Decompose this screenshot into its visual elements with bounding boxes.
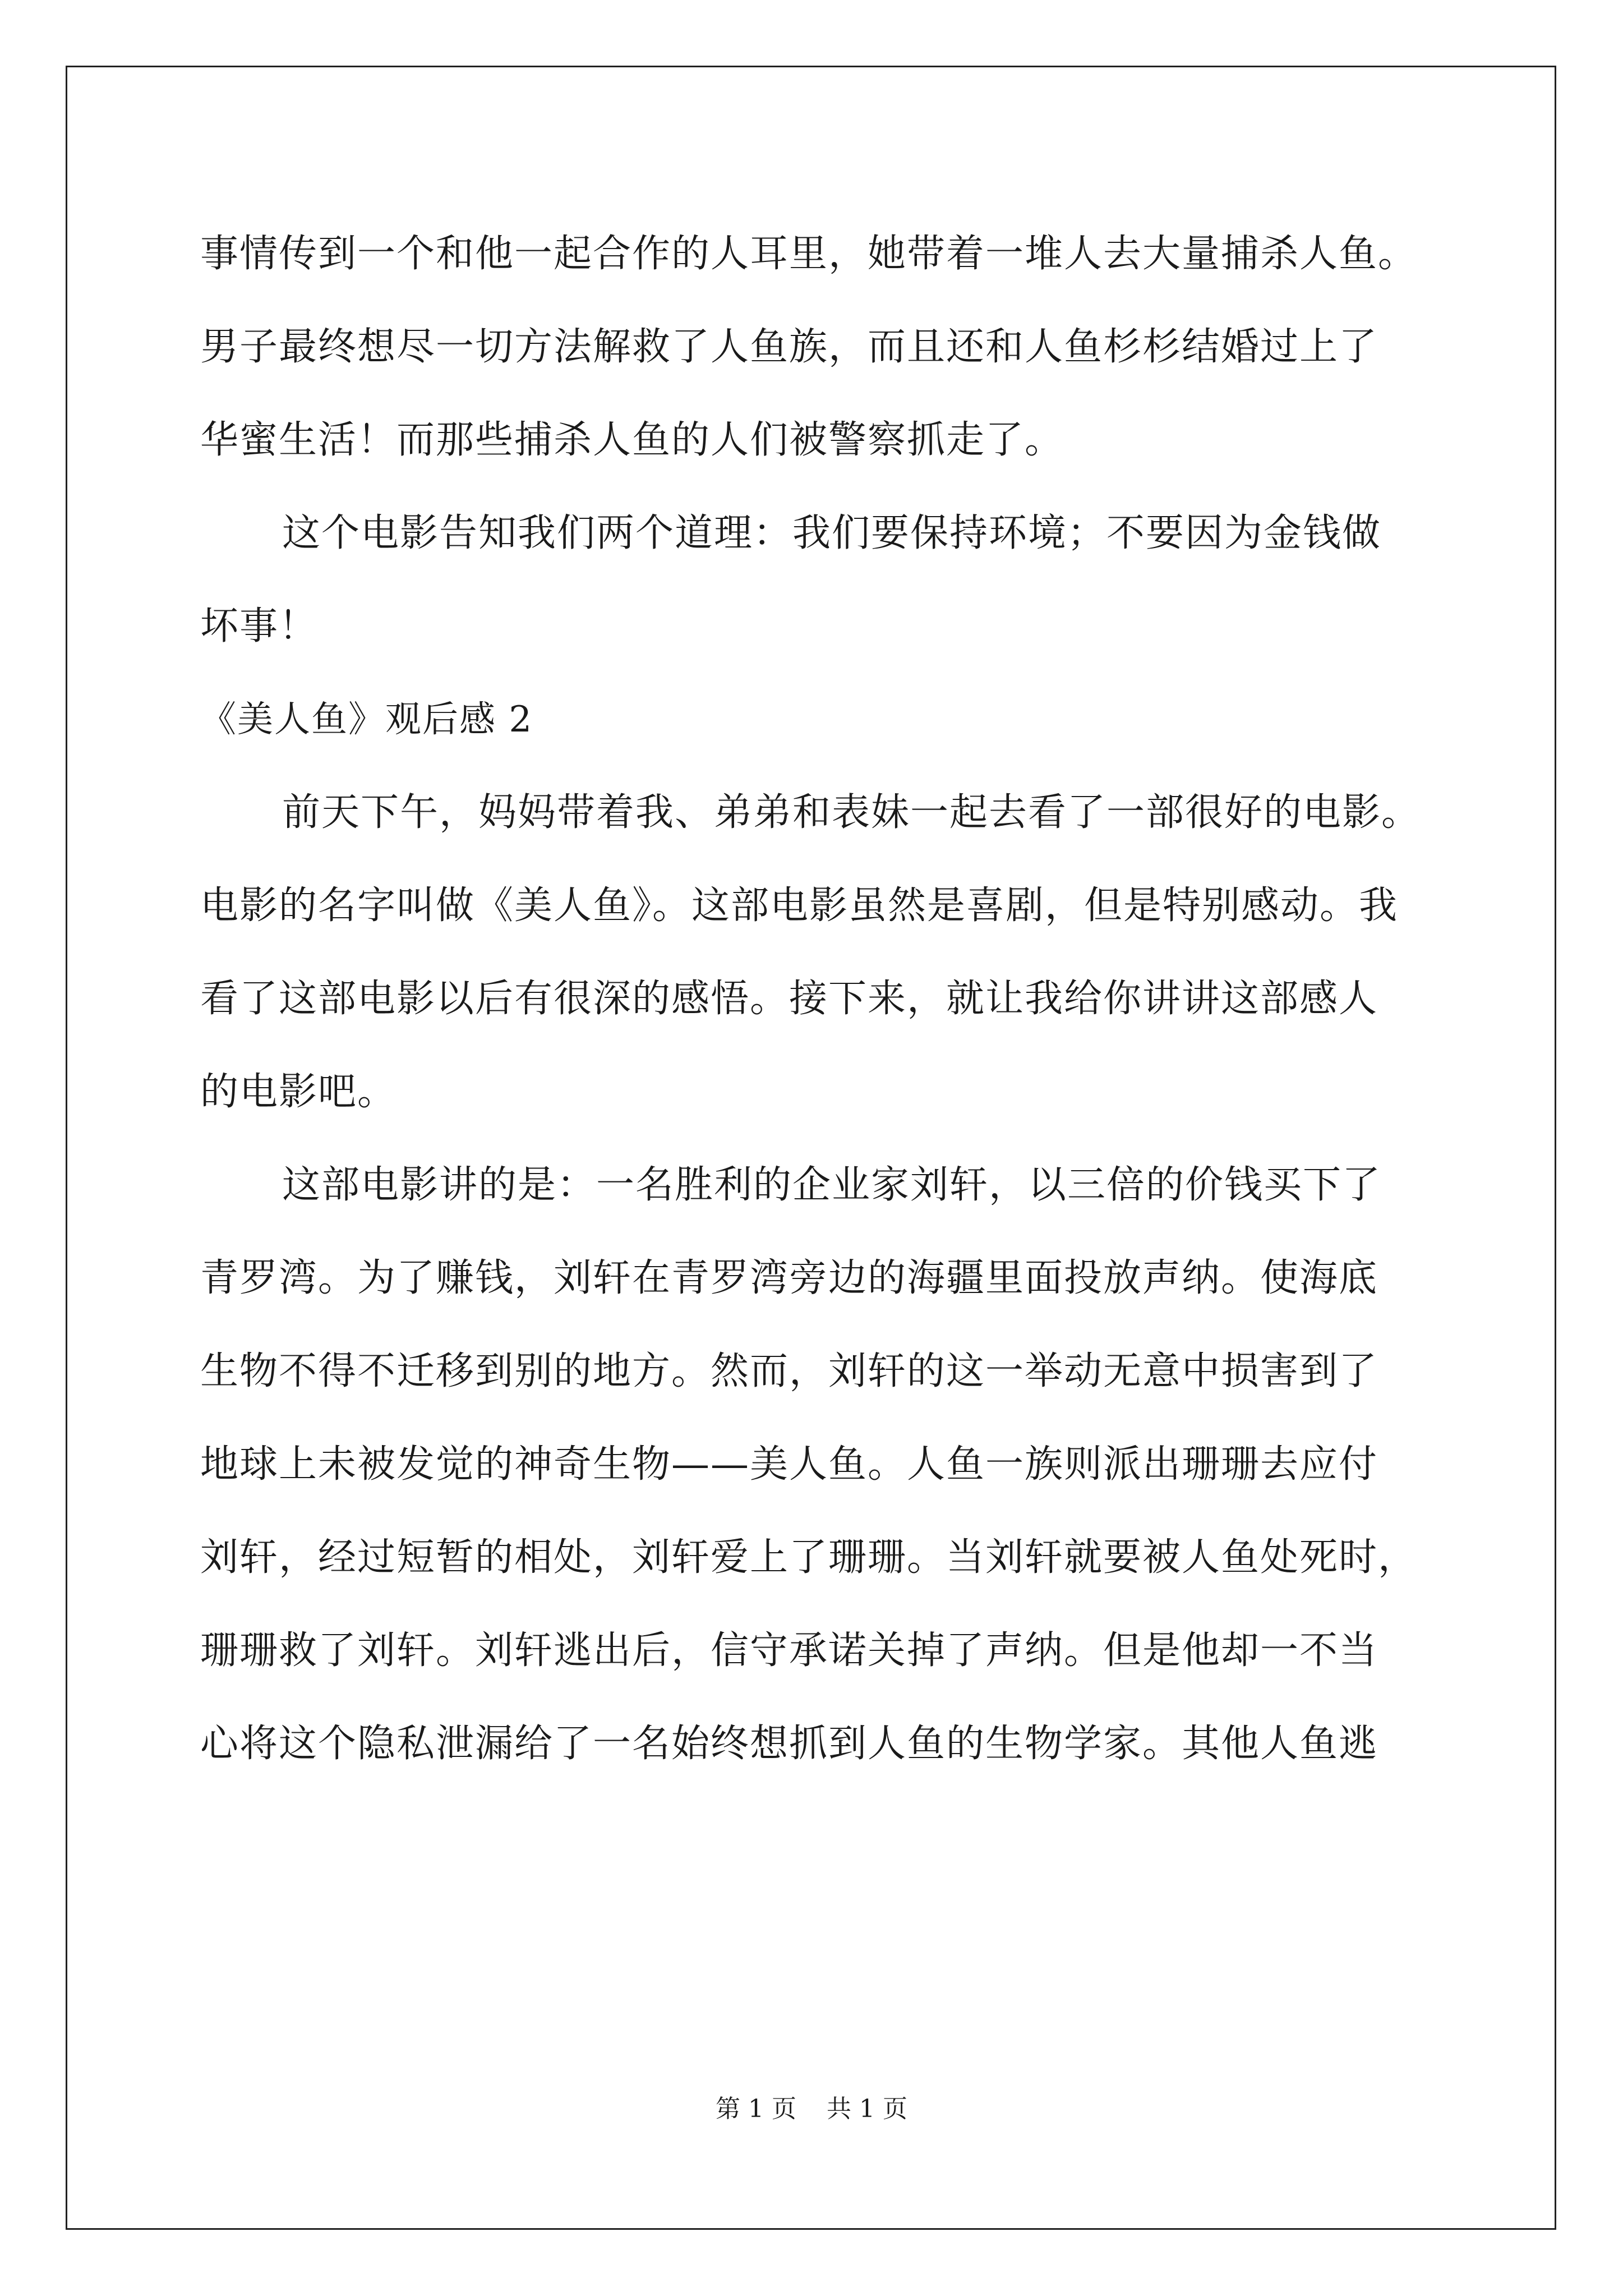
text-line: 青罗湾。为了赚钱，刘轩在青罗湾旁边的海疆里面投放声纳。使海底 bbox=[200, 1256, 1378, 1300]
text-line: 坏事！ bbox=[200, 604, 319, 648]
text-line: 生物不得不迁移到别的地方。然而，刘轩的这一举动无意中损害到了 bbox=[200, 1349, 1378, 1393]
page-number-total: 共 1 页 bbox=[827, 2095, 907, 2123]
text-line: 看了这部电影以后有很深的感悟。接下来，就让我给你讲讲这部感人 bbox=[200, 977, 1378, 1021]
text-line: 珊珊救了刘轩。刘轩逃出后，信守承诺关掉了声纳。但是他却一不当 bbox=[200, 1628, 1378, 1673]
text-line: 地球上未被发觉的神奇生物——美人鱼。人鱼一族则派出珊珊去应付 bbox=[200, 1442, 1378, 1487]
text-line: 刘轩，经过短暂的相处，刘轩爱上了珊珊。当刘轩就要被人鱼处死时， bbox=[200, 1535, 1418, 1580]
page-number-current: 第 1 页 bbox=[716, 2095, 796, 2123]
document-body bbox=[200, 208, 1434, 1791]
text-line: 华蜜生活！而那些捕杀人鱼的人们被警察抓走了。 bbox=[200, 418, 1064, 462]
text-line: 心将这个隐私泄漏给了一名始终想抓到人鱼的生物学家。其他人鱼逃 bbox=[200, 1722, 1378, 1766]
text-line: 电影的名字叫做《美人鱼》。这部电影虽然是喜剧，但是特别感动。我 bbox=[200, 884, 1399, 928]
text-line: 男子最终想尽一切方法解救了人鱼族，而且还和人鱼杉杉结婚过上了 bbox=[200, 325, 1378, 369]
text-line: 事情传到一个和他一起合作的人耳里，她带着一堆人去大量捕杀人鱼。 bbox=[200, 232, 1418, 276]
paragraph-start-line: 这个电影告知我们两个道理：我们要保持环境；不要因为金钱做 bbox=[282, 511, 1382, 555]
text-line: 的电影吧。 bbox=[200, 1070, 397, 1114]
paragraph-start-line: 前天下午，妈妈带着我、弟弟和表妹一起去看了一部很好的电影。 bbox=[282, 790, 1421, 835]
paragraph-start-line: 这部电影讲的是：一名胜利的企业家刘轩，以三倍的价钱买下了 bbox=[282, 1163, 1382, 1207]
section-heading: 《美人鱼》观后感 2 bbox=[200, 699, 533, 740]
page-footer bbox=[0, 2092, 1623, 2126]
